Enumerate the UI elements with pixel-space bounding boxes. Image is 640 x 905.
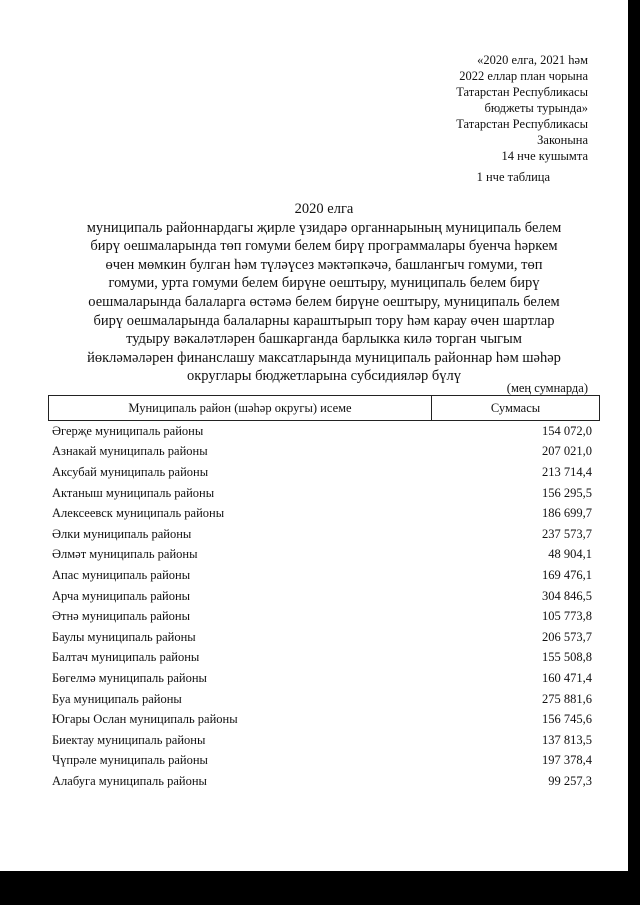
- title-line: округлары бюджетларына субсидияләр бүлү: [186, 368, 462, 385]
- scan-border-bottom: [0, 871, 640, 905]
- district-name: Әлки муниципаль районы: [52, 526, 192, 541]
- district-name: Арча муниципаль районы: [52, 588, 191, 603]
- title-line: тудыру вәкаләтләрен башкарганда барлыкка килә торган чыгым: [126, 331, 522, 348]
- table-row: [48, 751, 600, 772]
- title-line: бирү оешмаларында төп гомуми белем бирү программалары буенча һәркем: [90, 238, 558, 255]
- units-label: (мең сумнарда): [506, 381, 588, 395]
- district-name: Югары Ослан муниципаль районы: [52, 712, 238, 727]
- table-row: [48, 771, 600, 792]
- district-sum: 137 813,5: [542, 732, 592, 747]
- column-header-sum: Суммасы: [490, 400, 541, 415]
- district-name: Биектау муниципаль районы: [52, 732, 206, 747]
- district-sum: 275 881,6: [542, 691, 592, 706]
- district-sum: 105 773,8: [542, 609, 592, 624]
- district-name: Әлмәт муниципаль районы: [52, 547, 198, 562]
- district-sum: 99 257,3: [548, 773, 592, 788]
- table-row: [48, 483, 600, 504]
- title-line: оешмаларында балаларга өстәмә белем бирүне оештыру, муниципаль белем: [88, 293, 560, 310]
- table-row: [48, 709, 600, 730]
- district-name: Алабуга муниципаль районы: [52, 773, 207, 788]
- title-line: гомуми, урта гомуми белем бирүне оештыру, муниципаль белем бирү: [108, 275, 540, 292]
- table-header: [48, 395, 600, 421]
- subsidy-table: [48, 395, 600, 792]
- table-body: [48, 421, 600, 792]
- document-title: [48, 200, 600, 386]
- title-year: 2020 елга: [294, 201, 354, 217]
- district-sum: 304 846,5: [542, 588, 592, 603]
- district-sum: 206 573,7: [542, 629, 592, 644]
- appendix-note: [456, 52, 588, 164]
- district-sum: 160 471,4: [542, 670, 592, 685]
- appendix-note-line: бюджеты турында»: [484, 101, 588, 115]
- table-row: [48, 689, 600, 710]
- table-number: 1 нче таблица: [476, 170, 550, 184]
- column-header-name: Муниципаль район (шәһәр округы) исеме: [49, 396, 432, 420]
- appendix-note-line: 14 нче кушымта: [501, 149, 588, 163]
- table-row: [48, 421, 600, 442]
- district-sum: 154 072,0: [542, 423, 592, 438]
- table-row: [48, 545, 600, 566]
- district-name: Әтнә муниципаль районы: [52, 609, 191, 624]
- district-sum: 156 295,5: [542, 485, 592, 500]
- table-row: [48, 524, 600, 545]
- appendix-note-line: 2022 еллар план чорына: [459, 69, 588, 83]
- appendix-note-line: «2020 елга, 2021 һәм: [477, 53, 588, 67]
- district-sum: 213 714,4: [542, 464, 592, 479]
- table-row: [48, 503, 600, 524]
- table-row: [48, 627, 600, 648]
- title-line: йөкләмәләрен финанслашу максатларында муниципаль районнар һәм шәһәр: [87, 349, 561, 366]
- title-line: муниципаль районнардагы җирле үзидарә органнарының муниципаль белем: [86, 219, 562, 236]
- district-name: Азнакай муниципаль районы: [52, 444, 208, 459]
- scan-border-right: [628, 0, 640, 905]
- district-name: Аксубай муниципаль районы: [52, 464, 209, 479]
- district-sum: 156 745,6: [542, 712, 592, 727]
- district-sum: 186 699,7: [542, 506, 592, 521]
- district-name: Бөгелмә муниципаль районы: [52, 670, 207, 685]
- district-sum: 48 904,1: [548, 547, 592, 562]
- district-sum: 155 508,8: [542, 650, 592, 665]
- district-sum: 207 021,0: [542, 444, 592, 459]
- district-sum: 237 573,7: [542, 526, 592, 541]
- district-name: Буа муниципаль районы: [52, 691, 182, 706]
- district-name: Балтач муниципаль районы: [52, 650, 200, 665]
- title-line: өчен мөмкин булган һәм түләүсез мәктәпкәчә, башлангыч гомуми, төп: [105, 256, 543, 273]
- district-name: Баулы муниципаль районы: [52, 629, 196, 644]
- appendix-note-line: Законына: [537, 133, 588, 147]
- table-row: [48, 648, 600, 669]
- appendix-note-line: Татарстан Республикасы: [456, 117, 588, 131]
- table-row: [48, 668, 600, 689]
- appendix-note-line: Татарстан Республикасы: [456, 85, 588, 99]
- district-sum: 169 476,1: [542, 567, 592, 582]
- district-name: Чүпрәле муниципаль районы: [52, 753, 208, 768]
- table-row: [48, 606, 600, 627]
- district-name: Әгерҗе муниципаль районы: [52, 423, 204, 438]
- table-row: [48, 565, 600, 586]
- table-row: [48, 462, 600, 483]
- title-line: бирү оешмаларында балаларны караштырып тору һәм карау өчен шартлар: [93, 312, 555, 329]
- district-name: Апас муниципаль районы: [52, 567, 191, 582]
- table-row: [48, 730, 600, 751]
- district-name: Алексеевск муниципаль районы: [52, 506, 225, 521]
- table-row: [48, 586, 600, 607]
- district-name: Актаныш муниципаль районы: [52, 485, 215, 500]
- district-sum: 197 378,4: [542, 753, 592, 768]
- table-row: [48, 442, 600, 463]
